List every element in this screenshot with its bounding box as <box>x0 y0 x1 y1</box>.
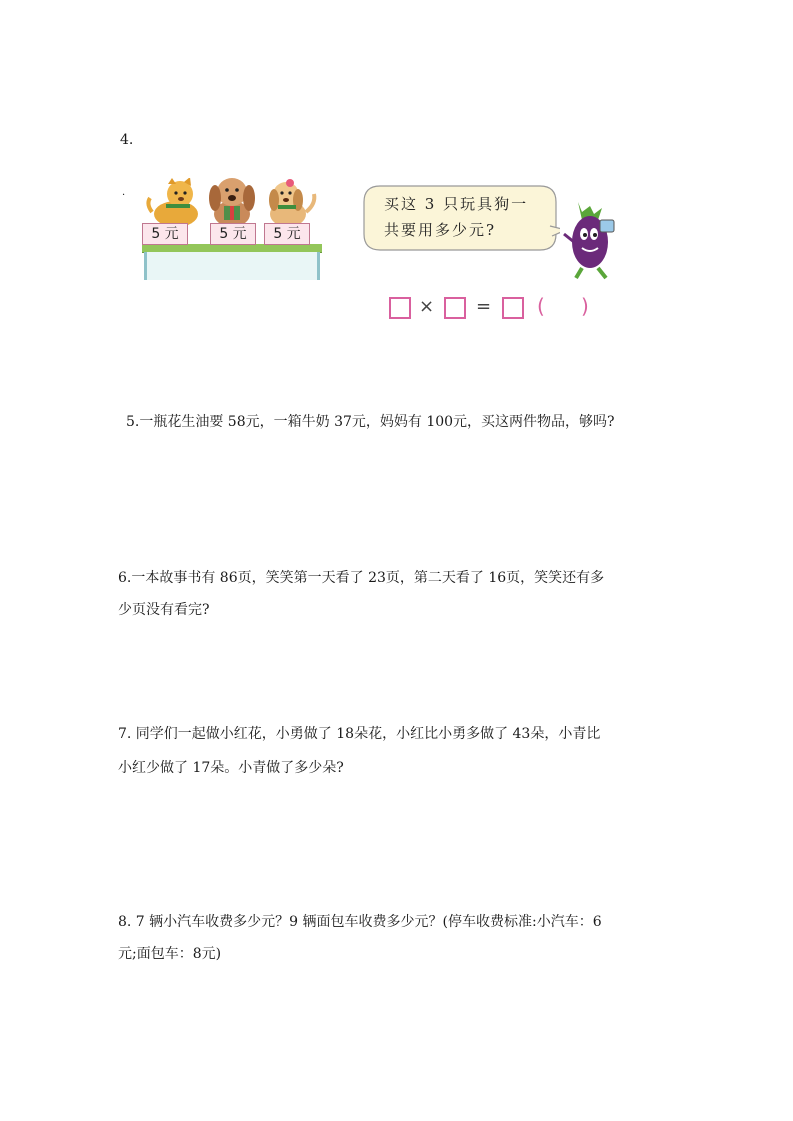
toy-dog-3-icon <box>262 178 320 228</box>
question-4-number: 4. <box>120 132 134 148</box>
answer-box-1[interactable] <box>389 297 411 319</box>
shelf-body <box>144 252 320 280</box>
bubble-line-2: 共要用多少元? <box>384 221 497 239</box>
answer-box-2[interactable] <box>444 297 466 319</box>
toy-dog-2-icon <box>204 174 260 228</box>
paren-open: ( <box>537 294 545 318</box>
question-5-text: 5.一瓶花生油要 58元，一箱牛奶 37元，妈妈有 100元，买这两件物品，够吗? <box>126 414 615 430</box>
price-tag-3: 5 元 <box>264 223 310 245</box>
question-6-line-1: 6.一本故事书有 86页，笑笑第一天看了 23页，第二天看了 16页，笑笑还有多 <box>118 570 605 586</box>
price-tag-1: 5 元 <box>142 223 188 245</box>
display-shelf <box>142 244 322 280</box>
question-7-line-2: 小红少做了 17朵。小青做了多少朵? <box>118 760 344 776</box>
times-sign: × <box>419 296 435 317</box>
toy-dog-1-icon <box>146 178 206 228</box>
price-tag-2: 5 元 <box>210 223 256 245</box>
question-6-line-2: 少页没有看完? <box>118 602 210 618</box>
eggplant-character-icon <box>560 198 622 280</box>
paren-close: ) <box>581 294 589 318</box>
answer-box-3[interactable] <box>502 297 524 319</box>
question-7-line-1: 7. 同学们一起做小红花，小勇做了 18朵花，小红比小勇多做了 43朵，小青比 <box>118 726 601 742</box>
question-8-line-2: 元;面包车：8元) <box>118 946 222 962</box>
bullet-mark: · <box>122 190 126 201</box>
speech-bubble-text <box>384 191 554 243</box>
bubble-line-1: 买这 3 只玩具狗一 <box>384 195 529 213</box>
equals-sign: = <box>476 296 492 317</box>
question-8-line-1: 8. 7 辆小汽车收费多少元？9 辆面包车收费多少元？(停车收费标准:小汽车：6 <box>118 914 602 930</box>
